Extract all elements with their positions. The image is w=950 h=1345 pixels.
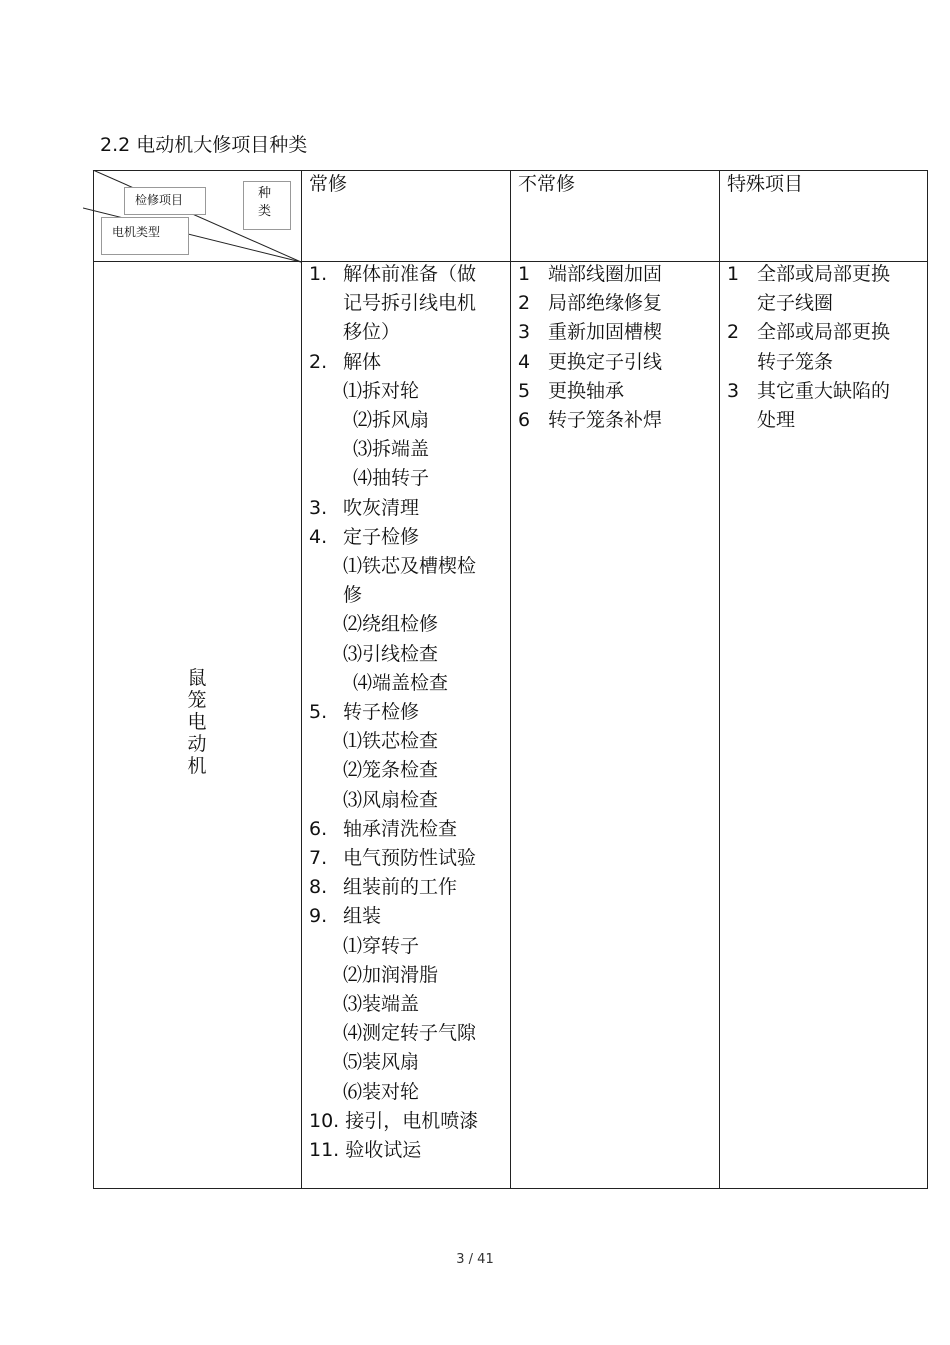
list-item (309, 464, 478, 493)
sub-item-text: ⑵笼条检查 (343, 759, 439, 782)
item-number: 9. (309, 905, 328, 928)
list-item (309, 727, 478, 756)
item-number: 7. (309, 847, 328, 870)
list-item (518, 377, 662, 406)
list-item (309, 435, 478, 464)
item-number: 5. (309, 701, 328, 724)
item-text: 更换轴承 (548, 379, 625, 402)
sub-item-text: ⑴穿转子 (343, 934, 420, 957)
table-right-border (927, 170, 928, 1189)
list-item (727, 377, 890, 435)
sub-item-text: ⑵绕组检修 (343, 613, 439, 636)
sub-item-text: ⑷测定转子气隙 (343, 1022, 477, 1045)
column-header-regular: 常修 (309, 173, 348, 195)
list-item (309, 1078, 478, 1107)
list-item (309, 932, 478, 961)
corner-top-right-box (243, 181, 291, 230)
item-text: 组装前的工作 (343, 876, 458, 899)
list-item (309, 610, 478, 639)
list-item (309, 552, 478, 581)
corner-middle-box (124, 187, 206, 215)
column-divider-2 (510, 170, 511, 1189)
list-item (309, 1048, 478, 1077)
item-text: 处理 (757, 409, 796, 432)
page-number: 3 / 41 (456, 1252, 494, 1267)
item-number: 6. (309, 817, 328, 840)
item-number: 1 (518, 263, 531, 285)
item-text: 全部或局部更换 (757, 321, 891, 344)
list-item (309, 844, 478, 873)
corner-top-right-label: 种类 (258, 186, 272, 219)
item-text: 电气预防性试验 (343, 847, 477, 870)
item-number: 3 (727, 379, 740, 402)
column-header-irregular: 不常修 (518, 173, 576, 195)
list-item (309, 990, 478, 1019)
list-item (518, 318, 662, 347)
item-text: 吹灰清理 (343, 496, 420, 519)
list-item (309, 377, 478, 406)
item-text: 转子笼条 (757, 350, 834, 373)
item-number: 5 (518, 379, 531, 402)
item-number: 6 (518, 409, 531, 432)
sub-item-text: ⑴拆对轮 (343, 379, 420, 402)
list-item (309, 786, 478, 815)
item-text: 轴承清洗检查 (343, 817, 458, 840)
maintenance-table (93, 170, 928, 1189)
list-item (727, 318, 890, 376)
item-text: 转子检修 (343, 701, 420, 724)
item-text: 10. 接引，电机喷漆 (309, 1109, 479, 1132)
column-divider-1 (301, 170, 302, 1189)
list-item (309, 1107, 478, 1136)
sub-item-text: ⑵加润滑脂 (343, 963, 439, 986)
column-header-special: 特殊项目 (727, 173, 804, 195)
list-item (309, 815, 478, 844)
item-number: 1 (727, 263, 740, 285)
list-item (518, 406, 662, 435)
list-item (309, 640, 478, 669)
item-number: 2 (727, 321, 740, 344)
sub-item-text: ⑵拆风扇 (353, 409, 430, 432)
item-text: 记号拆引线电机 (343, 292, 477, 315)
list-item (518, 260, 662, 289)
column-divider-3 (719, 170, 720, 1189)
item-number: 3 (518, 321, 531, 344)
corner-bottom-left-label: 电机类型 (112, 225, 161, 239)
list-item (309, 698, 478, 727)
sub-item-text: ⑶装端盖 (343, 993, 420, 1016)
item-number: 3. (309, 496, 328, 519)
item-number: 2. (309, 350, 328, 373)
list-item (309, 1019, 478, 1048)
list-item (309, 581, 478, 610)
item-number: 4. (309, 525, 328, 548)
row-label-squirrel-cage-motor: 鼠笼电动机 (187, 667, 207, 777)
item-text: 局部绝缘修复 (548, 292, 663, 315)
item-text: 移位） (343, 321, 401, 344)
item-text: 解体 (343, 350, 382, 373)
table-left-border (93, 170, 94, 1189)
item-text: 定子检修 (343, 525, 420, 548)
list-item (309, 961, 478, 990)
list-item (309, 756, 478, 785)
sub-item-text: ⑶风扇检查 (343, 788, 439, 811)
list-item (309, 669, 478, 698)
item-text: 重新加固槽楔 (548, 321, 663, 344)
special-items-list (727, 260, 890, 435)
item-text: 端部线圈加固 (548, 263, 663, 285)
list-item (309, 348, 478, 377)
item-number: 8. (309, 876, 328, 899)
list-item (309, 260, 478, 348)
item-text: 更换定子引线 (548, 350, 663, 373)
sub-item-text: ⑸装风扇 (343, 1051, 420, 1074)
list-item (309, 494, 478, 523)
item-number: 1. (309, 263, 328, 285)
corner-bottom-left-box (101, 217, 189, 255)
sub-item-text: 修 (343, 584, 363, 607)
list-item (727, 260, 890, 318)
item-text: 转子笼条补焊 (548, 409, 663, 432)
item-text: 其它重大缺陷的 (757, 379, 891, 402)
list-item (309, 902, 478, 931)
item-number: 2 (518, 292, 531, 315)
list-item (518, 348, 662, 377)
list-item (309, 406, 478, 435)
regular-items-list (309, 260, 478, 1165)
sub-item-text: ⑶引线检查 (343, 642, 439, 665)
list-item (518, 289, 662, 318)
corner-middle-label: 检修项目 (135, 193, 184, 207)
sub-item-text: ⑷端盖检查 (353, 671, 449, 694)
sub-item-text: ⑷抽转子 (353, 467, 430, 490)
sub-item-text: ⑴铁芯及槽楔检 (343, 555, 477, 578)
item-text: 组装 (343, 905, 382, 928)
item-text: 解体前准备（做 (343, 263, 477, 285)
irregular-items-list (518, 260, 662, 435)
list-item (309, 873, 478, 902)
section-title: 2.2 电动机大修项目种类 (100, 134, 308, 156)
item-number: 4 (518, 350, 531, 373)
sub-item-text: ⑶拆端盖 (353, 438, 430, 461)
sub-item-text: ⑹装对轮 (343, 1080, 420, 1103)
item-text: 11. 验收试运 (309, 1139, 422, 1162)
sub-item-text: ⑴铁芯检查 (343, 730, 439, 753)
list-item (309, 523, 478, 552)
list-item (309, 1136, 478, 1165)
item-text: 定子线圈 (757, 292, 834, 315)
item-text: 全部或局部更换 (757, 263, 891, 285)
